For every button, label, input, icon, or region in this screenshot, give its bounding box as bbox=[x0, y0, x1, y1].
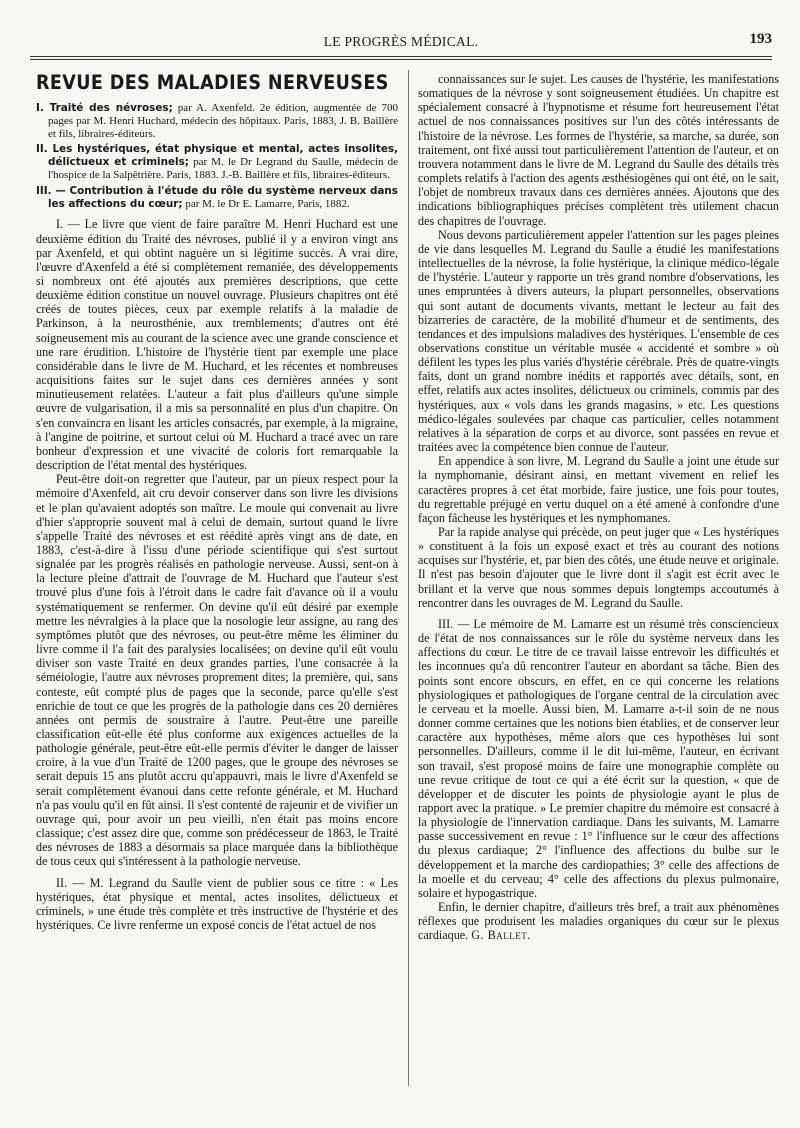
paragraph: connaissances sur le sujet. Les causes de l'hystérie, les manifestations somatiques de la névrose y sont soigneusement étudiées. Un chapitre est spécialement consacré à l'hypnotisme et résume fort heureusement l'état actuel de nos connaissances positives sur l'un des côtés intéressants de l'histoire de la névrose. Les formes de l'hystérie, sa marche, sa durée, son traitement, ont fixé aussi tout particulièrement l'attention de l'auteur, et on trouvera notamment dans le livre de M. Legrand du Saulle des détails très complets relatifs à l'action des agents æsthésiogènes qui ont été, on le sait, l'objet de nombreux travaux dans ces dernières années. Ajoutons que des indications bibliographiques précises complètent très utilement chacun des chapitres de l'ouvrage. bbox=[418, 72, 779, 228]
paragraph: En appendice à son livre, M. Legrand du Saulle a joint une étude sur la nymphomanie, désirant ainsi, en mettant vivement en relief les caractères propres à cet état morbide, faire justice, une fois pour toutes, du regrettable préjugé en vertu duquel on a été amené à confondre d'une façon fâcheuse les hystériques et les nymphomanes. bbox=[418, 454, 779, 525]
reference-entry bbox=[36, 185, 398, 211]
author-signature: G. Ballet. bbox=[471, 928, 531, 943]
section-title: REVUE DES MALADIES NERVEUSES bbox=[36, 71, 389, 94]
reference-title: Traité des névroses; bbox=[49, 102, 173, 114]
page-number: 193 bbox=[749, 31, 772, 47]
reference-details: par M. le Dr E. Lamarre, Paris, 1882. bbox=[182, 197, 350, 210]
paragraph: Par la rapide analyse qui précède, on peut juger que « Les hystériques » constituent à la fois un exposé exact et très au courant des notions acquises sur l'hystérie, et, par bien des côtés, une étude neuve et originale. Il n'est pas besoin d'ajouter que le livre dont il s'agit est écrit avec le brillant et la verve que nous sommes depuis longtemps accoutumés à rencontrer dans les ouvrages de M. Legrand du Saulle. bbox=[418, 525, 779, 610]
right-body-text bbox=[418, 72, 779, 943]
header-rule-double bbox=[30, 59, 772, 60]
header-rule bbox=[30, 56, 772, 57]
reference-list bbox=[36, 102, 398, 210]
reference-number: II. bbox=[36, 143, 53, 156]
paragraph: Enfin, le dernier chapitre, d'ailleurs très bref, a trait aux phénomènes réflexes que produisent les maladies organiques du cœur sur le plexus cardiaque. G. Ballet. bbox=[418, 900, 779, 943]
reference-number: III. bbox=[36, 184, 56, 197]
reference-entry bbox=[36, 102, 398, 140]
paragraph: III. — Le mémoire de M. Lamarre est un résumé très consciencieux de l'état de nos connaissances sur le rôle du système nerveux dans les affections du cœur. Le titre de ce travail laisse entrevoir les difficultés et les inconnues qu'a dû rencontrer l'auteur en abordant sa tâche. Bien des points sont encore obscurs, en effet, en ce qui concerne les relations physiologiques et pathologiques de l'organe central de la circulation avec le cerveau et la moelle. Aussi bien, M. Lamarre a-t-il soin de ne nous donner comme certaines que les notions bien établies, et de conserver leur caractère aux hypothèses, même alors que ces hypothèses lui sont personnelles. D'ailleurs, comme il le dit lui-même, l'auteur, en écrivant son travail, s'est proposé moins de faire une monographie complète ou une revue critique de tout ce qui a été écrit sur la question, « que de développer et de discuter les points de physiologie ayant le plus de rapport avec la pratique. » Le premier chapitre du mémoire est consacré à la physiologie de l'innervation cardiaque. Dans les suivants, M. Lamarre passe successivement en revue : 1° l'influence sur le cœur des affections du plexus cardiaque; 2° l'influence des affections du bulbe sur le développement et la marche des cardiopathies; 3° celle des affections de la moelle et du cerveau; 4° celle des affections du plexus pulmonaire, solaire et hypogastrique. bbox=[418, 616, 779, 900]
paragraph: II. — M. Legrand du Saulle vient de publier sous ce titre : « Les hystériques, état physique et mental, actes insolites, délictueux et criminels, » une étude très complète et très instructive de l'hystérie et des hystériques. Ce livre renferme un exposé concis de l'état actuel de nos bbox=[36, 875, 398, 933]
reference-title: Les hystériques, état physique et mental, actes insolites, délictueux et criminels; bbox=[48, 143, 399, 169]
paragraph: Peut-être doit-on regretter que l'auteur, par un pieux respect pour la mémoire d'Axenfeld, ait cru devoir conserver dans son livre les divisions et le plan qu'avaient adoptés son maître. Le moule qui convenait au livre d'hier s'approprie souvent mal à celui de demain, surtout quand le livre s'appelle Traité des névroses et est réédité après vingt ans de date, en 1883, c'est-à-dire à l'issu d'une période scientifique qui s'est surtout signalée par les progrès réalisés en pathologie nerveuse. Aussi, sent-on à la lecture pleine d'attrait de l'ouvrage de M. Huchard que l'auteur s'est trouvé plus d'une fois à l'étroit dans le cadre fait d'avance où il a voulu systématiquement se renfermer. On devine qu'il eût désiré par exemple mettre les névralgies à la place que la nosologie leur assigne, au rang des symptômes plutôt que des névroses, ou peut-être même les éliminer du livre comme il l'a fait des paralysies localisées; on devine qu'il eût voulu diviser son vaste Traité en deux grandes parties, l'une consacrée à la séméiologie, l'autre aux névroses proprement dites; la première, qui, sans conteste, eût compté plus de pages que la seconde, parce qu'elle s'est enrichie de tout ce que les progrès de la pathologie dans ces 20 dernières années ont permis de soustraire à l'autre. Peut-être une pareille classification eût-elle été plus conforme aux exigences actuelles de la pathologie générale, peut-être eût-elle permis d'éviter le danger de laisser croire, à la vue d'un Traité de 1200 pages, que le groupe des névroses se serait depuis 15 ans plutôt accru qu'appauvri, mais le livre d'Axenfeld se serait complètement évanoui dans cette refonte générale, et M. Huchard n'a pas voulu qu'il en fût ainsi. Il s'est contenté de rajeunir et de vivifier un ouvrage qui, pour avoir un peu vieilli, n'en était pas moins encore classique; c'est assez dire que, comme son prédécesseur de 1863, le Traité des névroses de 1883 a désormais sa place marquée dans la bibliothèque de tous ceux qui s'intéressent à la pathologie nerveuse. bbox=[36, 472, 398, 869]
reference-title: — Contribution à l'étude du rôle du système nerveux dans les affections du cœur; bbox=[48, 184, 398, 210]
right-column bbox=[418, 72, 779, 943]
paragraph: I. — Le livre que vient de faire paraître M. Henri Huchard est une deuxième édition du Traité des névroses, publié il y a environ vingt ans par Axenfeld, et qui obtint naguère un si légitime succès. A vrai dire, l'œuvre d'Axenfeld a été si complètement remaniée, des développements si nombreux ont été ajoutés aux premières descriptions, que cette deuxième édition constitue un nouvel ouvrage. Plusieurs chapitres ont été créés de toutes pièces, ceux par exemple relatifs à la maladie de Parkinson, à la neurosthénie, aux tremblements; d'autres ont été soigneusement mis au courant de la science avec une grande conscience et une rare érudition. L'histoire de l'hystérie tient par exemple une place considérable dans le livre de M. Huchard, et les récentes et nombreuses acquisitions faites sur le sujet dans ces dernières années y sont minutieusement relatées. L'auteur a fait plus d'ailleurs qu'une simple œuvre de vulgarisation, il a mis sa personnalité en plus d'un chapitre. On s'en convaincra en lisant les articles consacrés, par exemple, à la migraine, à l'angine de poitrine, et surtout celui où M. Huchard a tracé avec un rare bonheur d'expression et une vivacité de coloris fort remarquable la description de l'état mental des hystériques. bbox=[36, 217, 398, 473]
reference-details: par A. Axenfeld. 2e édition, augmentée de 700 pages par M. Henri Huchard, médecin des hôpitaux. Paris, 1883, J. B. Baillère et fils, libraires-éditeurs. bbox=[48, 102, 398, 140]
column-divider bbox=[408, 70, 409, 1086]
page-header bbox=[30, 30, 772, 52]
left-body-text bbox=[36, 217, 398, 932]
journal-title: LE PROGRÈS MÉDICAL. bbox=[323, 34, 479, 49]
reference-entry bbox=[36, 143, 398, 181]
paragraph: Nous devons particulièrement appeler l'attention sur les pages pleines de vie dans lesquelles M. Legrand du Saulle a étudié les manifestations intellectuelles de la névrose, la folie hystérique, la clinique médico-légale de l'hystérie. L'auteur y rapporte un très grand nombre d'observations, les unes empruntées à divers auteurs, la plupart personnelles, observations qui sont autant de documents vivants, mettant le lecteur au fait des bizarreries de caractère, de la mobilité d'humeur et de sentiments, des tendances et des impulsions maladives des hystériques. L'ensemble de ces observations constitue un véritable musée « accidenté et sombre » où défilent les types les plus variés d'hystérie cérébrale. Près de quatre-vingts faits, dont un grand nombre inédits et rapportés avec détails, sont, en effet, relatifs aux actes insolites, délictueux ou criminels, commis par des hystériques, aux « vols dans les grands magasins, » etc. Les questions médico-légales soulevées par chaque cas particulier, celles notamment relatives à la séparation de corps et au divorce, sont passées en revue et traitées avec la compétence bien connue de l'auteur. bbox=[418, 227, 779, 455]
reference-details: par M. le Dr Legrand du Saulle, médecin de l'hospice de la Salpêtrière. Paris, 1883. J.-B. Baillère et fils, libraires-éditeurs. bbox=[48, 156, 399, 181]
left-column bbox=[36, 72, 398, 932]
reference-number: I. bbox=[36, 102, 50, 114]
